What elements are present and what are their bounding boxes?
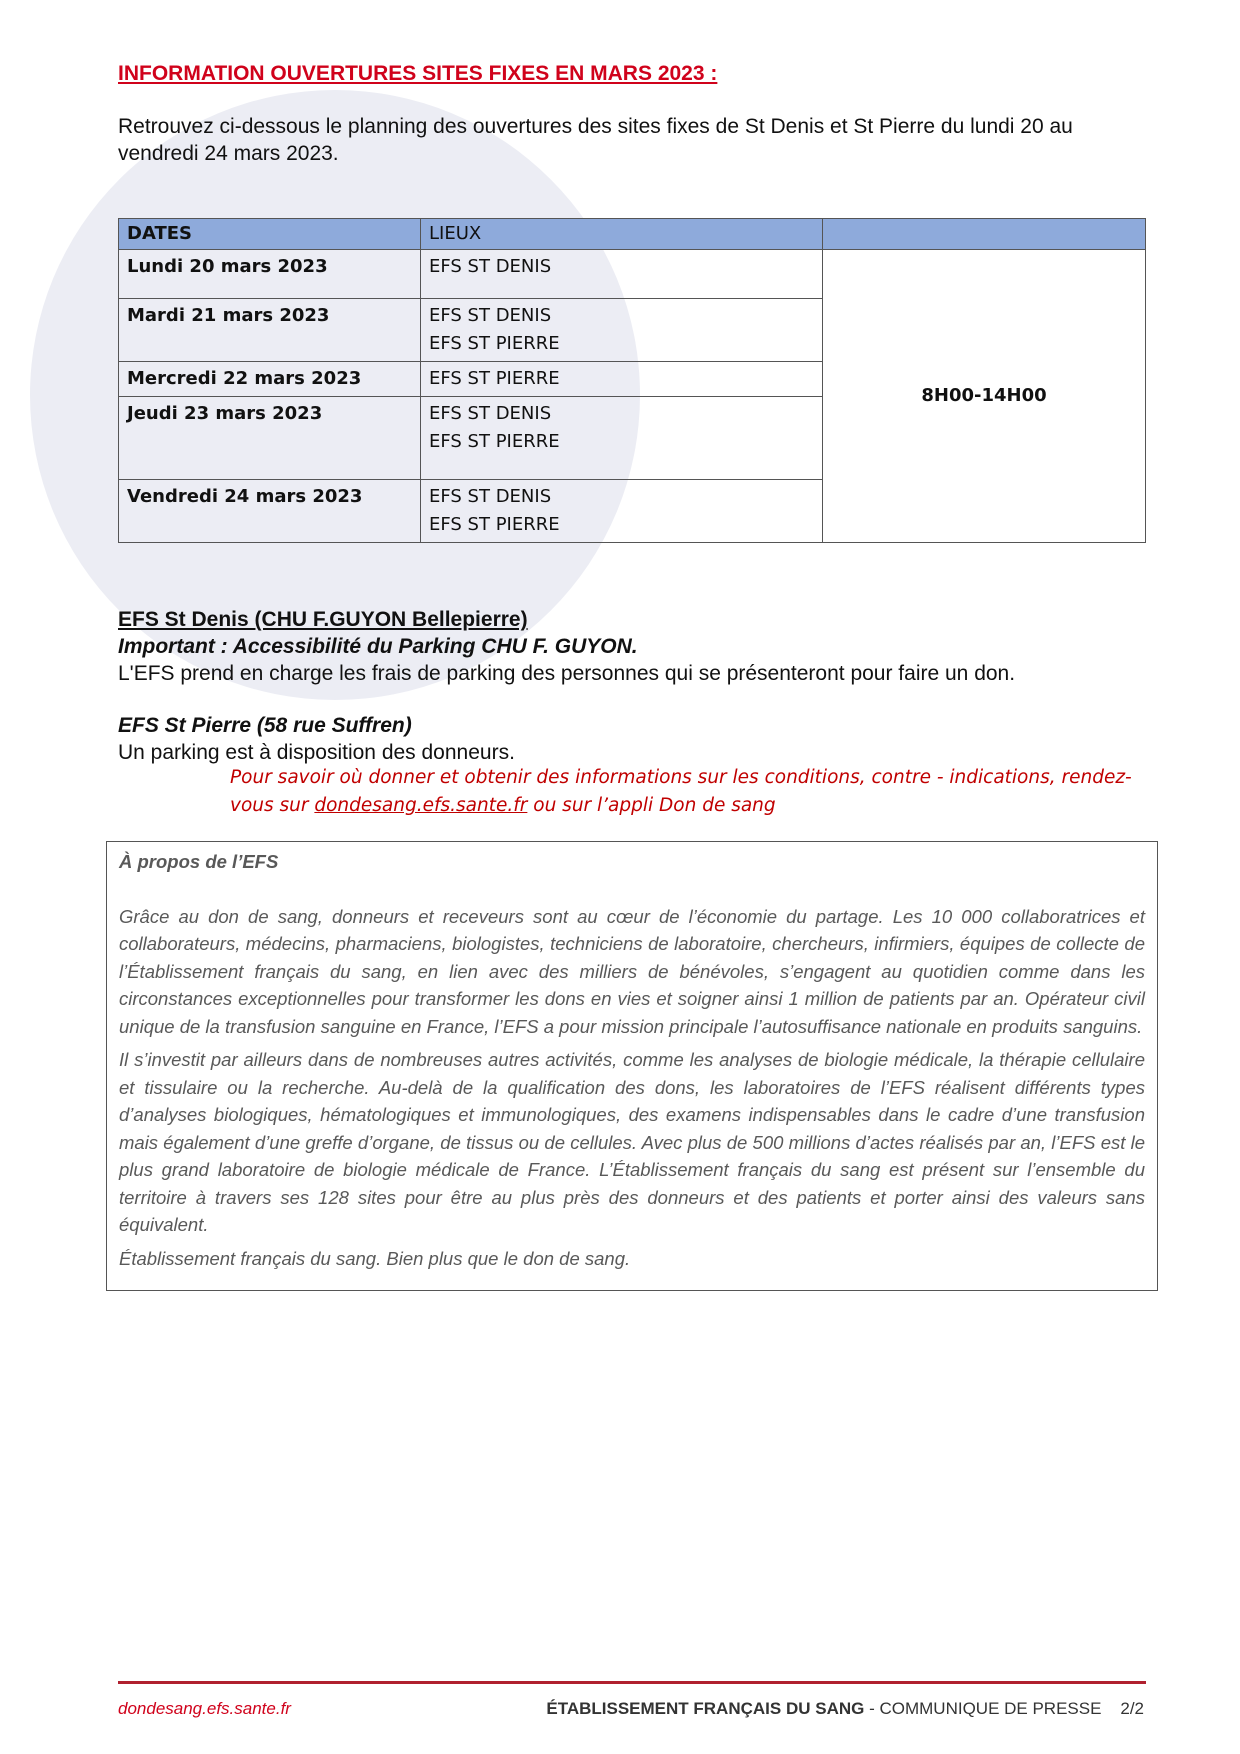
website-link[interactable]: dondesang.efs.sante.fr (314, 795, 528, 816)
st-pierre-text: Un parking est à disposition des donneurs. (118, 741, 515, 764)
intro-paragraph: Retrouvez ci-dessous le planning des ouvertures des sites fixes de St Denis et St Pierre du lundi 20 au vendredi 24 mars 2023. (118, 115, 1073, 165)
footer-doc-type: COMMUNIQUE DE PRESSE (879, 1699, 1102, 1718)
header-dates: DATES (119, 219, 421, 250)
place-cell (421, 250, 823, 299)
place-line: EFS ST PIERRE (429, 431, 560, 452)
place-line: EFS ST DENIS (429, 486, 552, 507)
date-cell: Vendredi 24 mars 2023 (119, 480, 421, 543)
st-denis-important: Important : Accessibilité du Parking CHU F. GUYON. (118, 635, 638, 658)
date-cell: Jeudi 23 mars 2023 (119, 397, 421, 480)
place-cell (421, 480, 823, 543)
date-cell: Mercredi 22 mars 2023 (119, 362, 421, 397)
page-heading: INFORMATION OUVERTURES SITES FIXES EN MARS 2023 : (118, 62, 718, 85)
footer-info (546, 1699, 1144, 1719)
about-paragraph-1: Grâce au don de sang, donneurs et receveurs sont au cœur de l’économie du partage. Les 10 000 collaboratrices et collaborateurs, médecins, pharmaciens, biologistes, techniciens de laboratoire, chercheurs, infirmiers, équipes de collecte de l’Établissement français du sang, en lien avec des milliers de bénévoles, s’engagent au quotidien comme dans les circonstances exceptionnelles pour transformer les dons en vies et soigner ainsi 1 million de patients par an. Opérateur civil unique de la transfusion sanguine en France, l’EFS a pour mission principale l’autosuffisance nationale en produits sanguins. (119, 905, 1145, 1037)
footer-org: ÉTABLISSEMENT FRANÇAIS DU SANG (546, 1699, 865, 1718)
place-cell (421, 299, 823, 362)
place-cell (421, 397, 823, 480)
info-notice (230, 764, 1140, 820)
hours-cell: 8H00-14H00 (823, 250, 1146, 543)
place-line: EFS ST DENIS (429, 403, 552, 424)
table-row (119, 250, 1146, 299)
place-line: EFS ST PIERRE (429, 368, 560, 389)
header-hours (823, 219, 1146, 250)
st-pierre-section (118, 712, 515, 766)
st-pierre-title: EFS St Pierre (58 rue Suffren) (118, 714, 412, 737)
place-line: EFS ST DENIS (429, 305, 552, 326)
place-line: EFS ST PIERRE (429, 333, 560, 354)
date-cell: Lundi 20 mars 2023 (119, 250, 421, 299)
about-paragraph-3: Établissement français du sang. Bien plus que le don de sang. (119, 1247, 631, 1269)
about-paragraph-2: Il s’investit par ailleurs dans de nombreuses autres activités, comme les analyses de biologie médicale, la thérapie cellulaire et tissulaire ou la recherche. Au-delà de la qualification des dons, les laboratoires de l’EFS réalisent différents types d’analyses biologiques, hématologiques et immunologiques, des examens indispensables dans le cadre d’une transfusion mais également d’une greffe d’organe, de tissus ou de cellules. Avec plus de 500 millions d’actes réalisés par an, l’EFS est le plus grand laboratoire de biologie médicale de France. L’Établissement français du sang est présent sur l’ensemble du territoire à travers ses 128 sites pour être au plus près des donneurs et des patients et porter ainsi des valeurs sans équivalent. (119, 1049, 1145, 1235)
footer-separator: - (864, 1699, 880, 1718)
info-text-end: ou sur l’appli Don de sang (527, 795, 776, 816)
footer-page-number: 2/2 (1120, 1699, 1144, 1718)
about-box (106, 841, 1158, 1291)
place-line: EFS ST DENIS (429, 256, 552, 277)
st-denis-title: EFS St Denis (CHU F.GUYON Bellepierre) (118, 608, 528, 631)
table-header-row (119, 219, 1146, 250)
header-lieux: LIEUX (421, 219, 823, 250)
info-text: Pour savoir où donner et obtenir des informations sur les conditions, contre - indications, rendez-vous sur (230, 767, 1132, 816)
place-line: EFS ST PIERRE (429, 514, 560, 535)
place-cell (421, 362, 823, 397)
st-denis-text: L'EFS prend en charge les frais de parking des personnes qui se présenteront pour faire un don. (118, 662, 1016, 685)
schedule-table (118, 218, 1146, 543)
footer-rule (118, 1681, 1146, 1684)
date-cell: Mardi 21 mars 2023 (119, 299, 421, 362)
footer-website: dondesang.efs.sante.fr (118, 1699, 291, 1718)
st-denis-section (118, 606, 1015, 687)
about-title: À propos de l’EFS (119, 851, 279, 872)
